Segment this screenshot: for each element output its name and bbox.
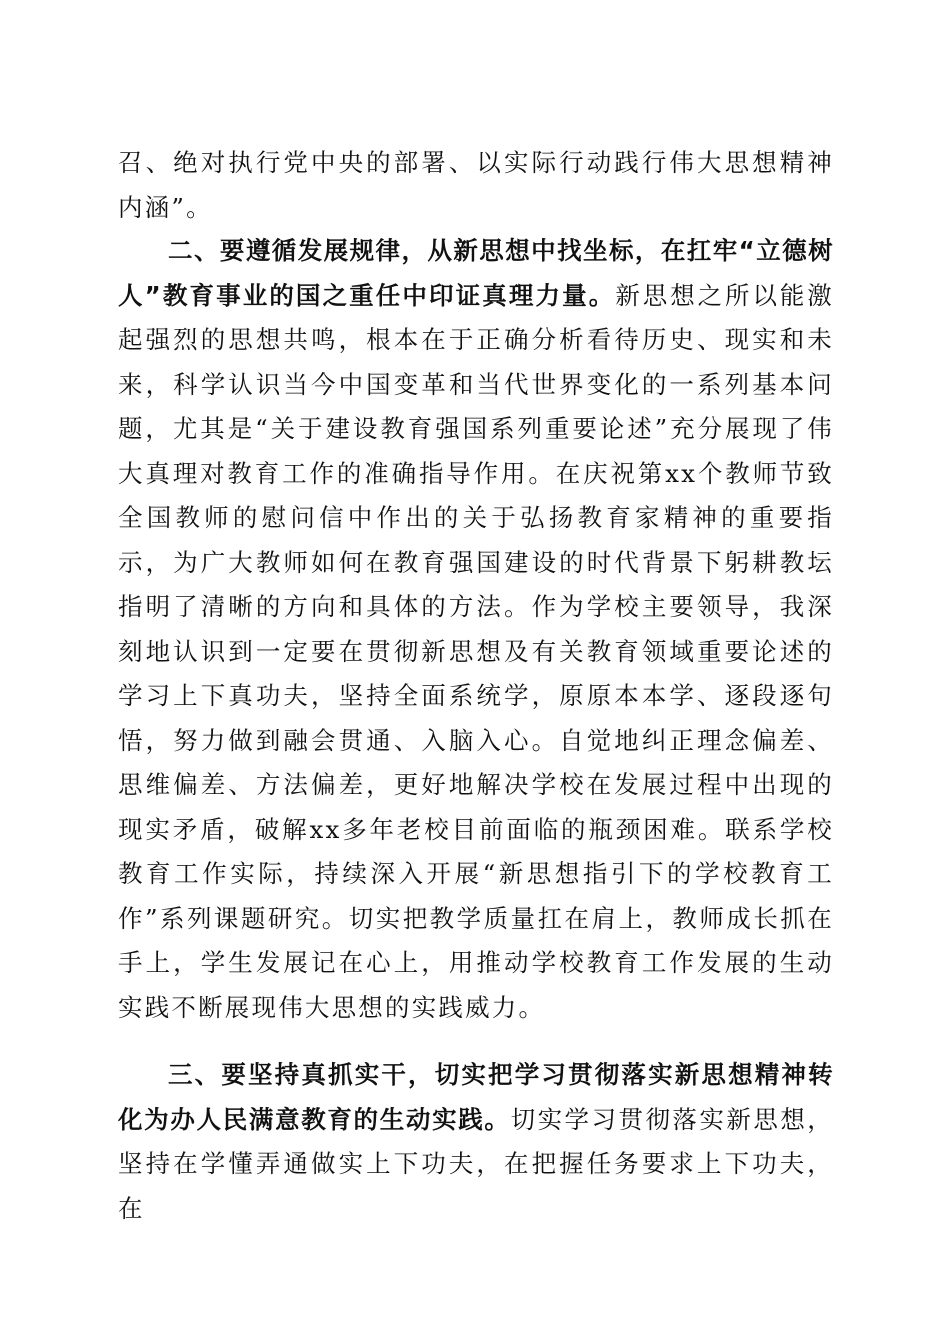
- section-two-paragraph: [118, 229, 834, 1030]
- section-two-heading: 二、要遵循发展规律，从新思想中找坐标，在扛牢“立德树人”教育事业的国之重任中印证真理力量。: [118, 236, 834, 310]
- paragraph-1-text: 召、绝对执行党中央的部署、以实际行动践行伟大思想精神内涵”。: [118, 148, 834, 222]
- section-two-body: 新思想之所以能激起强烈的思想共鸣，根本在于正确分析看待历史、现实和未来，科学认识当今中国变革和当代世界变化的一系列基本问题，尤其是“关于建设教育强国系列重要论述”充分展现了伟大真理对教育工作的准确指导作用。在庆祝第xx个教师节致全国教师的慰问信中作出的关于弘扬教育家精神的重要指示，为广大教师如何在教育强国建设的时代背景下躬耕教坛指明了清晰的方向和具体的方法。作为学校主要领导，我深刻地认识到一定要在贯彻新思想及有关教育领域重要论述的学习上下真功夫，坚持全面系统学，原原本本学、逐段逐句悟，努力做到融会贯通、入脑入心。自觉地纠正理念偏差、思维偏差、方法偏差，更好地解决学校在发展过程中出现的现实矛盾，破解xx多年老校目前面临的瓶颈困难。联系学校教育工作实际，持续深入开展“新思想指引下的学校教育工作”系列课题研究。切实把教学质量扛在肩上，教师成长抓在手上，学生发展记在心上，用推动学校教育工作发展的生动实践不断展现伟大思想的实践威力。: [118, 280, 834, 1022]
- section-three-paragraph: [118, 1053, 834, 1231]
- paragraph-continuation: [118, 141, 834, 230]
- section-three-body: 切实学习贯彻落实新思想，坚持在学懂弄通做实上下功夫，在把握任务要求上下功夫，在: [118, 1104, 834, 1223]
- section-three-heading: 三、要坚持真抓实干，切实把学习贯彻落实新思想精神转化为办人民满意教育的生动实践。: [118, 1060, 834, 1134]
